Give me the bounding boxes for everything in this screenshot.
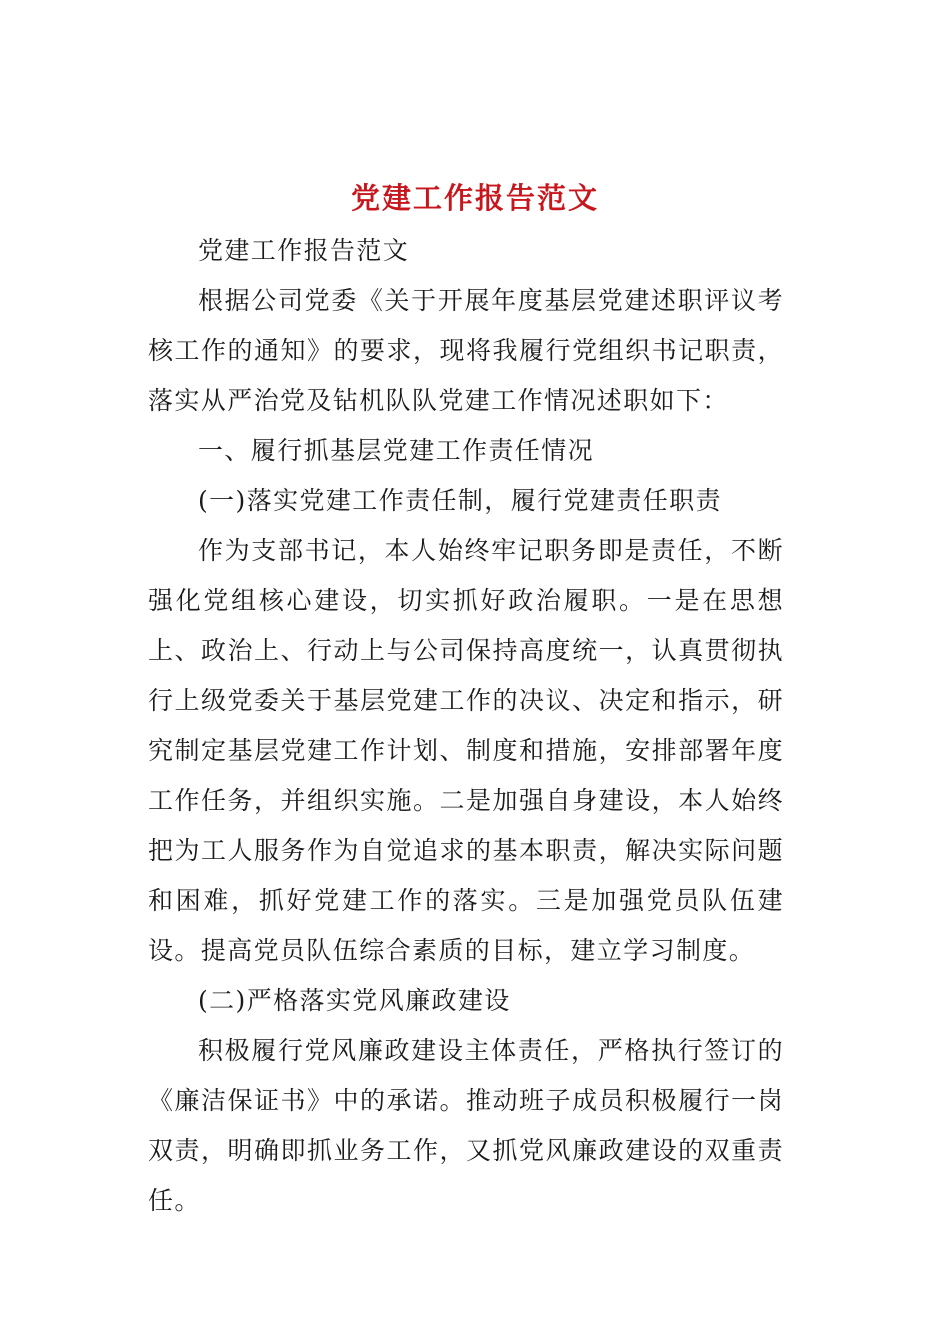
paragraph-integrity: 积极履行党风廉政建设主体责任，严格执行签订的《廉洁保证书》中的承诺。推动班子成员积极履行一岗双责，明确即抓业务工作，又抓党风廉政建设的双重责任。	[148, 1036, 784, 1215]
paragraph-subtitle: 党建工作报告范文	[198, 236, 410, 265]
section-heading-1: 一、履行抓基层党建工作责任情况	[198, 436, 595, 465]
paragraph-responsibility: 作为支部书记，本人始终牢记职务即是责任，不断强化党组核心建设，切实抓好政治履职。一是在思想上、政治上、行动上与公司保持高度统一，认真贯彻执行上级党委关于基层党建工作的决议、决定和指示，研究制定基层党建工作计划、制度和措施，安排部署年度工作任务，并组织实施。二是加强自身建设，本人始终把为工人服务作为自觉追求的基本职责，解决实际问题和困难，抓好党建工作的落实。三是加强党员队伍建设。提高党员队伍综合素质的目标，建立学习制度。	[148, 536, 784, 965]
paragraph-intro: 根据公司党委《关于开展年度基层党建述职评议考核工作的通知》的要求，现将我履行党组织书记职责，落实从严治党及钻机队队党建工作情况述职如下：	[148, 286, 784, 415]
document-title: 党建工作报告范文	[350, 181, 599, 215]
subsection-heading-1: (一)落实党建工作责任制，履行党建责任职责	[198, 486, 722, 515]
document-body	[148, 226, 784, 1226]
subsection-heading-2: (二)严格落实党风廉政建设	[198, 986, 511, 1015]
